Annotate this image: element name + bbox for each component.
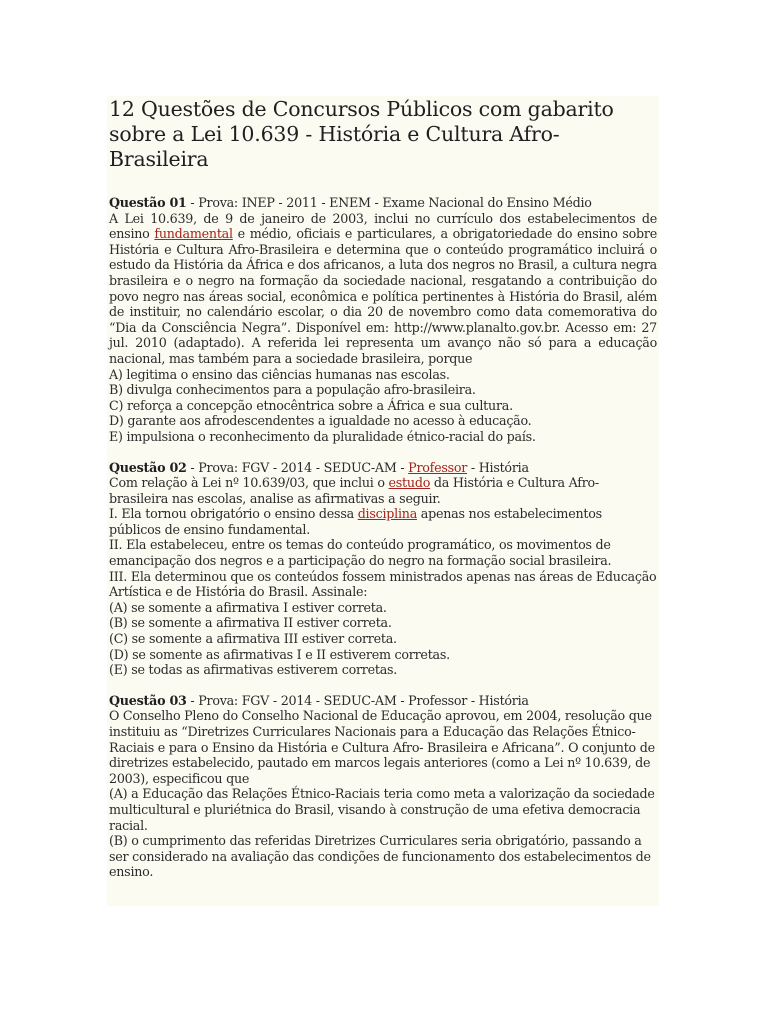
question-1-option-c: C) reforça a concepção etnocêntrica sobre a África e sua cultura. bbox=[109, 397, 513, 413]
question-2-option-a: (A) se somente a afirmativa I estiver correta. bbox=[109, 599, 387, 615]
question-2 bbox=[109, 460, 657, 678]
question-2-item-2: II. Ela estabeleceu, entre os temas do conteúdo programático, os movimentos de emancipação dos negros e a participação do negro na formação social brasileira. bbox=[109, 537, 612, 569]
question-2-item-3: III. Ela determinou que os conteúdos fossem ministrados apenas nas áreas de Educação Artística e de História do Brasil. Assinale: bbox=[109, 568, 657, 600]
question-1-statement: A Lei 10.639, de 9 de janeiro de 2003, inclui no currículo dos estabelecimentos de ensino fundamental e médio, oficiais e particulares, a obrigatoriedade do ensino sobre História e Cultura Afro-Brasileira e determina que o conteúdo programático incluirá o estudo da História da África e dos africanos, a luta dos negros no Brasil, a cultura negra brasileira e o negro na formação da sociedade nacional, resgatando a contribuição do povo negro nas áreas social, econômica e política pertinentes à História do Brasil, além de instituir, no calendário escolar, o dia 20 de novembro como data comemorativa do “Dia da Consciência Negra”. Disponível em: http://www.planalto.gov.br. Acesso em: 27 jul. 2010 (adaptado). A referida lei representa um avanço não só para a educação nacional, mas também para a sociedade brasileira, porque bbox=[109, 210, 657, 366]
document-page bbox=[107, 96, 659, 906]
question-2-option-d: (D) se somente as afirmativas I e II estiverem corretas. bbox=[109, 646, 450, 662]
question-3-statement: O Conselho Pleno do Conselho Nacional de Educação aprovou, em 2004, resolução que instituiu as “Diretrizes Curriculares Nacionais para a Educação das Relações Étnico-Raciais e para o Ensino da História e Cultura Afro- Brasileira e Africana”. O conjunto de diretrizes estabelecido, pautado em marcos legais anteriores (como a Lei nº 10.639, de 2003), especificou que bbox=[109, 708, 655, 786]
document-title: 12 Questões de Concursos Públicos com gabarito sobre a Lei 10.639 - História e Cultura Afro-Brasileira bbox=[109, 97, 614, 171]
question-2-option-b: (B) se somente a afirmativa II estiver correta. bbox=[109, 615, 392, 631]
question-1-info: - Prova: INEP - 2011 - ENEM - Exame Nacional do Ensino Médio bbox=[186, 195, 592, 210]
link-estudo[interactable]: estudo bbox=[388, 475, 431, 491]
question-2-item-1: I. Ela tornou obrigatório o ensino dessa disciplina apenas nos estabelecimentos públicos de ensino fundamental. bbox=[109, 506, 602, 537]
question-2-header: Questão 02 - Prova: FGV - 2014 - SEDUC-AM - Professor - História bbox=[109, 459, 529, 475]
question-3 bbox=[109, 693, 657, 880]
question-3-info: - Prova: FGV - 2014 - SEDUC-AM - Professor - História bbox=[186, 692, 529, 708]
question-1-label: Questão 01 bbox=[109, 195, 187, 210]
question-1-option-b: B) divulga conhecimentos para a população afro-brasileira. bbox=[109, 382, 476, 398]
question-1 bbox=[109, 195, 657, 445]
link-fundamental[interactable]: fundamental bbox=[154, 226, 233, 242]
question-3-option-b: (B) o cumprimento das referidas Diretrizes Curriculares seria obrigatório, passando a ser considerado na avaliação das condições de funcionamento dos estabelecimentos de ensino. bbox=[109, 833, 651, 880]
link-professor[interactable]: Professor bbox=[408, 459, 468, 475]
question-1-option-e: E) impulsiona o reconhecimento da pluralidade étnico-racial do país. bbox=[109, 428, 536, 444]
question-1-header bbox=[109, 195, 657, 211]
question-2-option-e: (E) se todas as afirmativas estiverem corretas. bbox=[109, 662, 398, 678]
question-3-option-a: (A) a Educação das Relações Étnico-Raciais teria como meta a valorização da sociedade multicultural e pluriétnica do Brasil, visando à construção de uma efetiva democracia racial. bbox=[109, 786, 655, 833]
question-3-label: Questão 03 bbox=[109, 692, 187, 708]
question-1-option-a: A) legitima o ensino das ciências humanas nas escolas. bbox=[109, 366, 450, 382]
question-2-statement: Com relação à Lei nº 10.639/03, que inclui o estudo da História e Cultura Afro-brasileira nas escolas, analise as afirmativas a seguir. bbox=[109, 475, 599, 506]
link-disciplina[interactable]: disciplina bbox=[357, 506, 418, 522]
question-2-label: Questão 02 bbox=[109, 459, 187, 475]
question-3-header bbox=[109, 693, 657, 709]
question-1-option-d: D) garante aos afrodescendentes a igualdade no acesso à educação. bbox=[109, 413, 532, 429]
question-2-option-c: (C) se somente a afirmativa III estiver correta. bbox=[109, 631, 397, 647]
